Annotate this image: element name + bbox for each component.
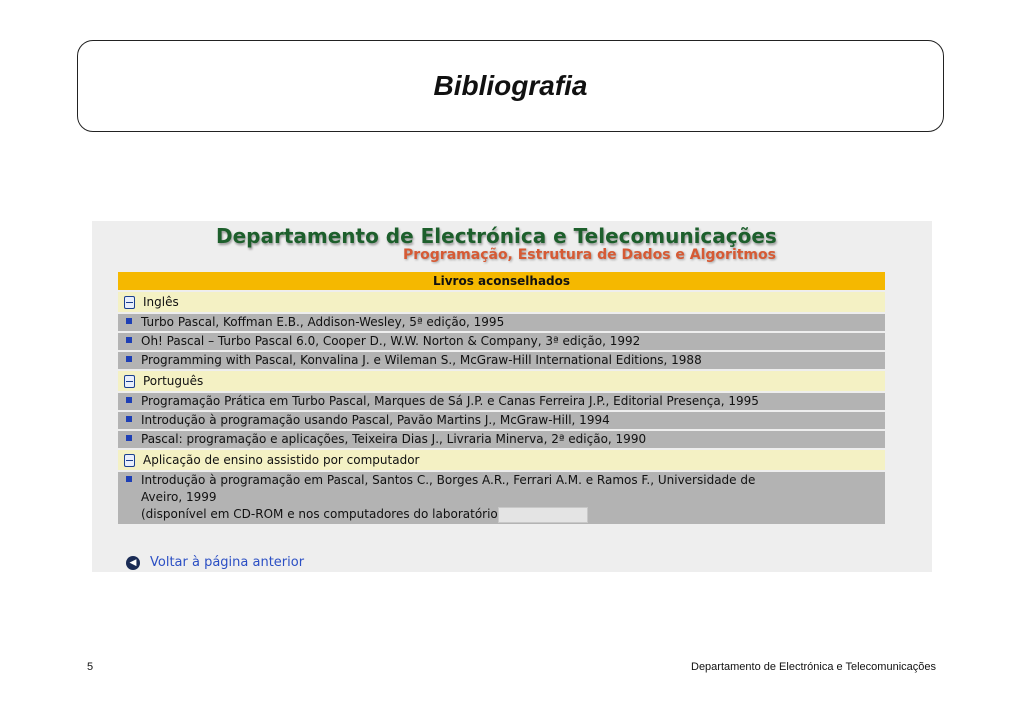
list-item bbox=[118, 431, 885, 448]
list-item bbox=[118, 352, 885, 369]
list-item bbox=[118, 333, 885, 350]
list-item bbox=[118, 472, 885, 524]
slide-title-box bbox=[77, 40, 944, 132]
course-heading: Programação, Estrutura de Dados e Algoritmos bbox=[403, 247, 776, 263]
bullet-icon bbox=[126, 476, 132, 482]
department-heading: Departamento de Electrónica e Telecomunicações bbox=[216, 224, 777, 248]
section-label: Inglês bbox=[143, 295, 179, 309]
section-computer-assisted bbox=[118, 450, 885, 470]
redacted-box bbox=[498, 507, 588, 523]
bullet-icon bbox=[126, 416, 132, 422]
embedded-webpage-screenshot bbox=[92, 221, 932, 572]
book-icon bbox=[124, 375, 135, 388]
section-label: Aplicação de ensino assistido por computador bbox=[143, 453, 420, 467]
bullet-icon bbox=[126, 337, 132, 343]
bullet-icon bbox=[126, 356, 132, 362]
book-entry-line: Introdução à programação em Pascal, Santos C., Borges A.R., Ferrari A.M. e Ramos F., Universidade de bbox=[141, 473, 756, 487]
back-arrow-icon: ◀ bbox=[126, 556, 140, 570]
table-header: Livros aconselhados bbox=[118, 272, 885, 290]
book-entry: Oh! Pascal – Turbo Pascal 6.0, Cooper D., W.W. Norton & Company, 3ª edição, 1992 bbox=[141, 334, 641, 348]
bullet-icon bbox=[126, 397, 132, 403]
recommended-books-table bbox=[118, 272, 885, 524]
list-item bbox=[118, 314, 885, 331]
book-entry: Introdução à programação usando Pascal, Pavão Martins J., McGraw-Hill, 1994 bbox=[141, 413, 610, 427]
book-icon bbox=[124, 296, 135, 309]
book-entry bbox=[141, 472, 765, 523]
list-item bbox=[118, 412, 885, 429]
list-item bbox=[118, 393, 885, 410]
bullet-icon bbox=[126, 318, 132, 324]
book-entry-line bbox=[141, 506, 755, 523]
book-entry: Programming with Pascal, Konvalina J. e Wileman S., McGraw-Hill International Editions, 1988 bbox=[141, 353, 702, 367]
book-icon bbox=[124, 454, 135, 467]
section-portuguese bbox=[118, 371, 885, 391]
back-link[interactable] bbox=[126, 555, 304, 570]
book-entry: Programação Prática em Turbo Pascal, Marques de Sá J.P. e Canas Ferreira J.P., Editorial Presença, 1995 bbox=[141, 394, 759, 408]
footer-department: Departamento de Electrónica e Telecomunicações bbox=[691, 661, 936, 673]
book-entry: Pascal: programação e aplicações, Teixeira Dias J., Livraria Minerva, 2ª edição, 1990 bbox=[141, 432, 647, 446]
book-entry: Turbo Pascal, Koffman E.B., Addison-Wesley, 5ª edição, 1995 bbox=[141, 315, 505, 329]
section-label: Português bbox=[143, 374, 204, 388]
section-english bbox=[118, 292, 885, 312]
page-number: 5 bbox=[87, 661, 94, 673]
bullet-icon bbox=[126, 435, 132, 441]
slide-title: Bibliografia bbox=[433, 70, 588, 101]
back-link-label[interactable]: Voltar à página anterior bbox=[150, 555, 305, 570]
cd-rom-note: (disponível em CD-ROM e nos computadores do laboratório bbox=[141, 507, 498, 521]
book-entry-line: Aveiro, 1999 bbox=[141, 490, 217, 504]
